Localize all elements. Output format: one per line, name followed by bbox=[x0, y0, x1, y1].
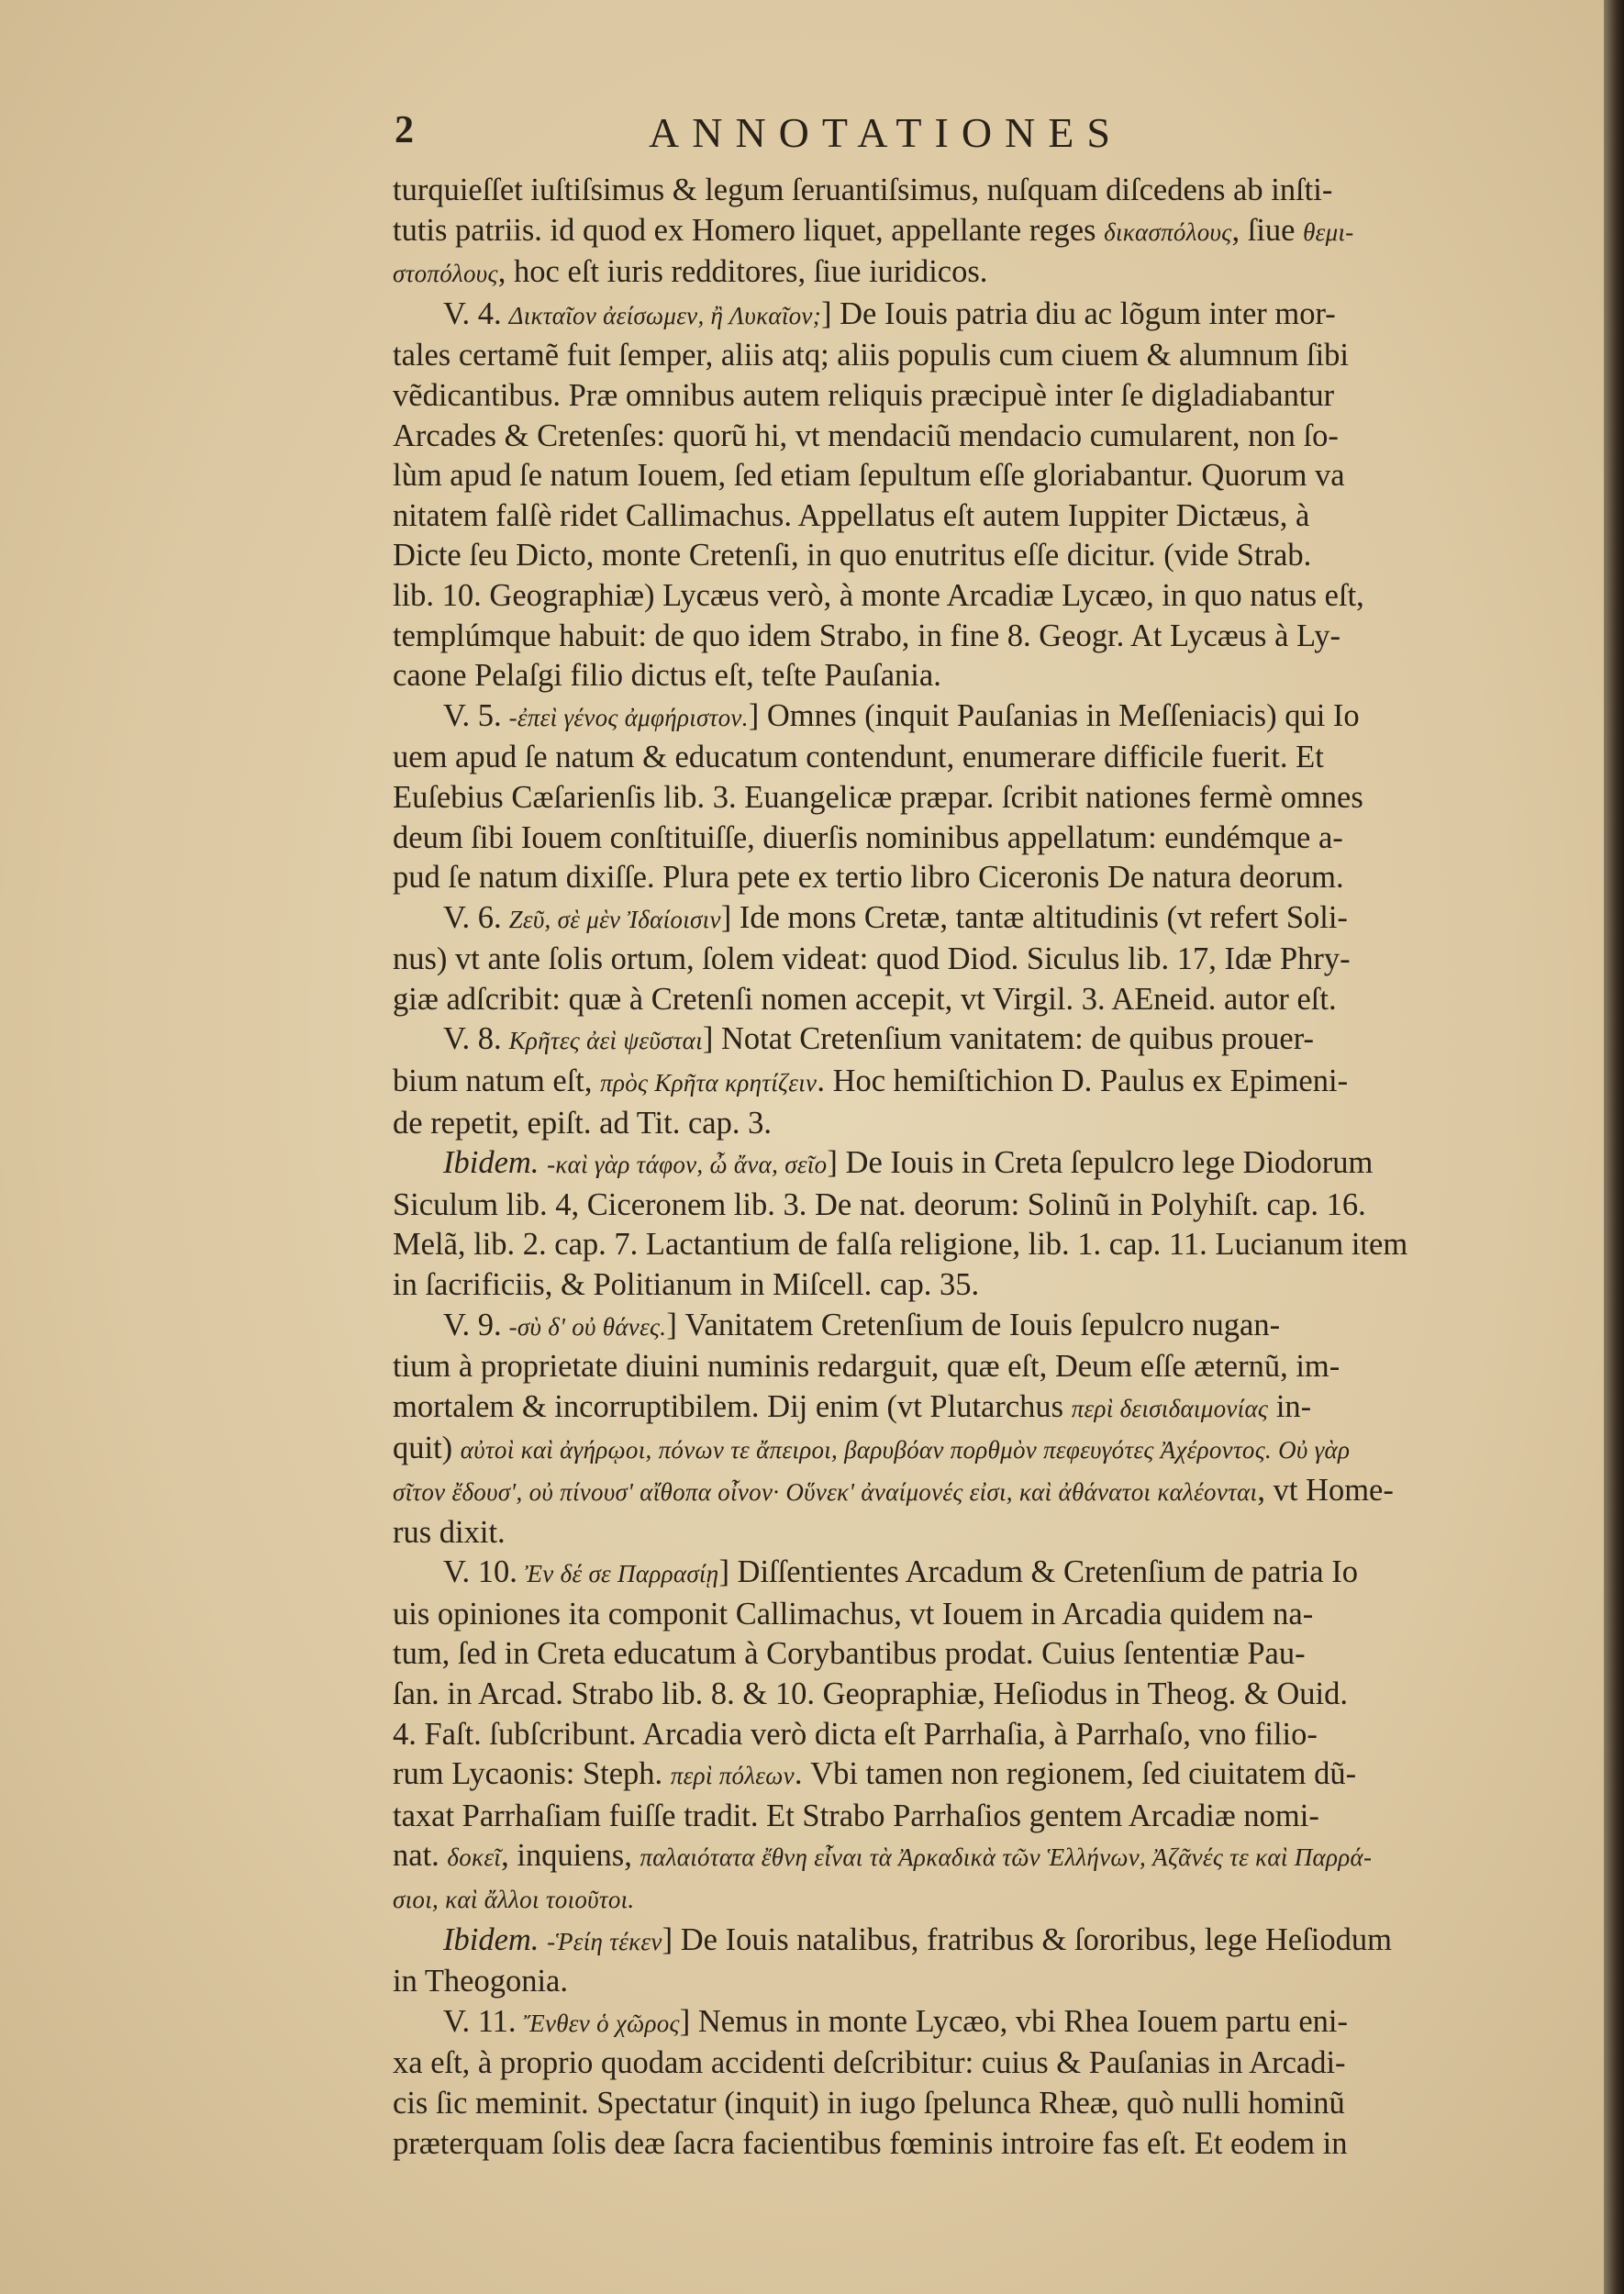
greek-quotation: στοπόλους bbox=[393, 260, 498, 288]
text-line bbox=[393, 1186, 1455, 1226]
text-line bbox=[393, 576, 1455, 617]
ibidem-label: Ibidem. bbox=[443, 1921, 548, 1957]
latin-text: bium natum eſt, bbox=[393, 1063, 601, 1099]
greek-quotation: πρὸς Κρῆτα κρητίζειν bbox=[600, 1069, 818, 1097]
latin-text: nitatem falſè ridet Callimachus. Appellatus eſt autem Iuppiter Dictæus, à bbox=[393, 497, 1310, 533]
greek-quotation: θεμι- bbox=[1303, 217, 1354, 246]
latin-text: caone Pelaſgi filio dictus eſt, teſte Pauſania. bbox=[393, 658, 941, 694]
text-line bbox=[393, 2124, 1455, 2165]
latin-text: Siculum lib. 4, Ciceronem lib. 3. De nat. deorum: Solinũ in Polyhiſt. cap. 16. bbox=[393, 1186, 1366, 1222]
text-line bbox=[393, 171, 1455, 211]
annotation-text-block bbox=[393, 171, 1455, 2164]
latin-text: uis opiniones ita componit Callimachus, vt Iouem in Arcadia quidem na- bbox=[393, 1596, 1314, 1631]
greek-quotation: περὶ δεισιδαιμονίας bbox=[1071, 1394, 1269, 1422]
text-line bbox=[393, 1429, 1455, 1471]
text-line bbox=[393, 1754, 1455, 1797]
ibidem-label: Ibidem. bbox=[443, 1145, 548, 1181]
latin-text: ] Omnes (inquit Pauſanias in Meſſeniacis) qui Io bbox=[748, 697, 1360, 733]
latin-text: uem apud ſe natum & educatum contendunt, enumerare difficile fuerit. Et bbox=[393, 740, 1324, 775]
latin-text: ] Ide mons Cretæ, tantæ altitudinis (vt refert Soli- bbox=[720, 899, 1348, 935]
greek-quotation: παλαιότατα ἔθνη εἶναι τὰ Ἀρκαδικὰ τῶν Ἑλλήνων, Ἀζᾶνές τε καὶ Παρρά- bbox=[640, 1843, 1373, 1872]
text-line bbox=[393, 496, 1455, 537]
latin-text: . Hoc hemiſtichion D. Paulus ex Epimeni- bbox=[817, 1063, 1349, 1099]
latin-text: tutis patriis. id quod ex Homero liquet, appellante reges bbox=[393, 212, 1105, 248]
latin-text: ] De Iouis natalibus, fratribus & ſororibus, lege Heſiodum bbox=[662, 1921, 1392, 1957]
text-line bbox=[393, 1836, 1455, 1878]
text-line bbox=[393, 1347, 1455, 1387]
latin-text: ] Vanitatem Cretenſium de Iouis ſepulcro nugan- bbox=[666, 1307, 1281, 1342]
text-line bbox=[393, 980, 1455, 1020]
latin-text: de repetit, epiſt. ad Tit. cap. 3. bbox=[393, 1105, 772, 1141]
text-line bbox=[393, 2002, 1455, 2044]
latin-text: in ſacrificiis, & Politianum in Miſcell. cap. 35. bbox=[393, 1267, 980, 1303]
text-line bbox=[393, 1265, 1455, 1306]
verse-number: V. 8. bbox=[443, 1021, 502, 1057]
text-line bbox=[393, 1104, 1455, 1144]
text-line bbox=[393, 1062, 1455, 1104]
text-line bbox=[393, 738, 1455, 778]
greek-quotation: σιοι, καὶ ἄλλοι τοιοῦτοι. bbox=[393, 1885, 635, 1913]
text-line bbox=[393, 1797, 1455, 1837]
latin-text: lib. 10. Geographiæ) Lycæus verò, à monte Arcadiæ Lycæo, in quo natus eſt, bbox=[393, 577, 1364, 613]
greek-quotation: σῖτον ἔδουσ', οὐ πίνουσ' αἴθοπα οἶνον· Οὕνεκ' ἀναίμονές εἰσι, καὶ ἀθάνατοι καλέονται bbox=[393, 1478, 1258, 1506]
text-line bbox=[393, 818, 1455, 859]
latin-text: ] Diſſentientes Arcadum & Cretenſium de patria Io bbox=[718, 1554, 1358, 1590]
latin-text: rum Lycaonis: Steph. bbox=[393, 1756, 671, 1792]
greek-quotation: Δικταῖον ἀείσωμεν, ἢ Λυκαῖον; bbox=[508, 301, 822, 329]
verse-number: V. 9. bbox=[443, 1307, 502, 1342]
text-line bbox=[393, 617, 1455, 657]
text-line bbox=[393, 1019, 1455, 1062]
text-line bbox=[393, 1878, 1455, 1921]
text-line bbox=[393, 1306, 1455, 1348]
greek-quotation: -ἐπεὶ γένος ἀμφήριστον. bbox=[508, 703, 749, 731]
latin-text: 4. Faſt. ſubſcribunt. Arcadia verò dicta eſt Parrhaſia, à Parrhaſo, vno filio- bbox=[393, 1716, 1318, 1752]
text-line bbox=[393, 1553, 1455, 1595]
running-head: ANNOTATIONES bbox=[649, 109, 1123, 156]
latin-text: mortalem & incorruptibilem. Dij enim (vt Plutarchus bbox=[393, 1388, 1072, 1424]
binding-gutter bbox=[1604, 0, 1624, 2294]
page-number: 2 bbox=[395, 109, 414, 151]
text-line bbox=[393, 1962, 1455, 2002]
page-header bbox=[395, 108, 1220, 163]
latin-text: quit) bbox=[393, 1431, 461, 1466]
text-line bbox=[393, 1225, 1455, 1265]
text-line bbox=[393, 417, 1455, 457]
latin-text: , vt Home- bbox=[1257, 1473, 1394, 1508]
latin-text: vẽdicantibus. Præ omnibus autem reliquis præcipuè inter ſe digladiabantur bbox=[393, 377, 1335, 413]
text-line bbox=[393, 252, 1455, 295]
greek-quotation: -Ῥείη τέκεν bbox=[547, 1927, 662, 1955]
latin-text: tales certamẽ fuit ſemper, aliis atq; aliis populis cum ciuem & alumnum ſibi bbox=[393, 338, 1349, 373]
text-line bbox=[393, 1921, 1455, 1963]
greek-quotation: δικασπόλους bbox=[1104, 217, 1232, 246]
latin-text: in Theogonia. bbox=[393, 1964, 568, 1999]
latin-text: , hoc eſt iuris redditores, ſiue iuridicos. bbox=[497, 254, 988, 290]
greek-quotation: Ζεῦ, σὲ μὲν Ἰδαίοισιν bbox=[508, 905, 721, 933]
verse-number: V. 11. bbox=[443, 2003, 517, 2039]
latin-text: Euſebius Cæſarienſis lib. 3. Euangelicæ præpar. ſcribit nationes fermè omnes bbox=[393, 779, 1363, 815]
greek-quotation: -καὶ γὰρ τάφον, ὦ ἄνα, σεῖο bbox=[547, 1151, 828, 1179]
latin-text: pud ſe natum dixiſſe. Plura pete ex tertio libro Ciceronis De natura deorum. bbox=[393, 860, 1344, 896]
greek-quotation: Ἐν δέ σε Παρρασίῃ bbox=[524, 1560, 719, 1588]
text-line bbox=[393, 858, 1455, 898]
verse-number: V. 10. bbox=[443, 1554, 517, 1590]
latin-text: nus) vt ante ſolis ortum, ſolem videat: quod Diod. Siculus lib. 17, Idæ Phry- bbox=[393, 941, 1351, 977]
text-line bbox=[393, 295, 1455, 337]
text-line bbox=[393, 696, 1455, 739]
greek-quotation: αὐτοὶ καὶ ἀγήρῳοι, πόνων τε ἄπειροι, βαρυβόαν πορθμὸν πεφευγότες Ἀχέροντος. Οὐ γὰρ bbox=[460, 1436, 1351, 1464]
latin-text: turquieſſet iuſtiſsimus & legum ſeruantiſsimus, nuſquam diſcedens ab inſti- bbox=[393, 173, 1333, 207]
greek-quotation: Ἔνθεν ὁ χῶρος bbox=[523, 2009, 680, 2037]
latin-text: in- bbox=[1268, 1388, 1312, 1424]
text-line bbox=[393, 536, 1455, 576]
text-line bbox=[393, 1513, 1455, 1553]
latin-text: giæ adſcribit: quæ à Cretenſi nomen accepit, vt Virgil. 3. AEneid. autor eſt. bbox=[393, 981, 1337, 1017]
text-line bbox=[393, 211, 1455, 253]
latin-text: templúmque habuit: de quo idem Strabo, in fine 8. Geogr. At Lycæus à Ly- bbox=[393, 618, 1340, 653]
latin-text: lùm apud ſe natum Iouem, ſed etiam ſepultum eſſe gloriabantur. Quorum va bbox=[393, 458, 1345, 494]
greek-quotation: -σὺ δ' οὐ θάνες. bbox=[508, 1312, 667, 1341]
latin-text: Arcades & Cretenſes: quorũ hi, vt mendaciũ mendacio cumularent, non ſo- bbox=[393, 418, 1339, 453]
latin-text: , ſiue bbox=[1231, 212, 1304, 248]
latin-text: xa eſt, à proprio quodam accidenti deſcribitur: cuius & Pauſanias in Arcadi- bbox=[393, 2045, 1346, 2081]
greek-quotation: δοκεῖ bbox=[447, 1843, 502, 1872]
latin-text: ] Notat Cretenſium vanitatem: de quibus prouer- bbox=[702, 1021, 1315, 1057]
text-line bbox=[393, 336, 1455, 376]
text-line bbox=[393, 1471, 1455, 1513]
verse-number: V. 4. bbox=[443, 295, 502, 331]
verse-number: V. 6. bbox=[443, 899, 502, 935]
greek-quotation: Κρῆτες ἀεὶ ψεῦσται bbox=[508, 1027, 703, 1055]
latin-text: ] De Iouis in Creta ſepulcro lege Diodorum bbox=[827, 1145, 1374, 1181]
text-line bbox=[393, 1634, 1455, 1675]
latin-text: nat. bbox=[393, 1838, 448, 1874]
latin-text: cis ſic meminit. Spectatur (inquit) in iugo ſpelunca Rheæ, quò nulli hominũ bbox=[393, 2085, 1345, 2121]
latin-text: ſan. in Arcad. Strabo lib. 8. & 10. Geopraphiæ, Heſiodus in Theog. & Ouid. bbox=[393, 1676, 1348, 1711]
latin-text: rus dixit. bbox=[393, 1514, 506, 1550]
text-line bbox=[393, 1595, 1455, 1635]
latin-text: tum, ſed in Creta educatum à Corybantibus prodat. Cuius ſententiæ Pau- bbox=[393, 1636, 1306, 1672]
text-line bbox=[393, 1675, 1455, 1715]
text-line bbox=[393, 778, 1455, 818]
latin-text: ] De Iouis patria diu ac lõgum inter mor- bbox=[821, 295, 1336, 331]
text-line bbox=[393, 898, 1455, 941]
text-line bbox=[393, 1143, 1455, 1186]
latin-text: taxat Parrhaſiam fuiſſe tradit. Et Strabo Parrhaſios gentem Arcadiæ nomi- bbox=[393, 1798, 1319, 1833]
latin-text: tium à proprietate diuini numinis redarguit, quæ eſt, Deum eſſe æternũ, im- bbox=[393, 1349, 1340, 1385]
latin-text: , inquiens, bbox=[501, 1838, 640, 1874]
text-line bbox=[393, 940, 1455, 980]
greek-quotation: περὶ πόλεων bbox=[670, 1762, 795, 1790]
text-line bbox=[393, 2084, 1455, 2124]
latin-text: ] Nemus in monte Lycæo, vbi Rhea Iouem partu eni- bbox=[679, 2003, 1348, 2039]
latin-text: Melã, lib. 2. cap. 7. Lactantium de falſa religione, lib. 1. cap. 11. Lucianum item bbox=[393, 1227, 1408, 1263]
latin-text: præterquam ſolis deæ ſacra facientibus fœminis introire fas eſt. Et eodem in bbox=[393, 2125, 1348, 2161]
text-line bbox=[393, 376, 1455, 417]
verse-number: V. 5. bbox=[443, 697, 502, 733]
text-line bbox=[393, 1387, 1455, 1430]
latin-text: Dicte ſeu Dicto, monte Cretenſi, in quo enutritus eſſe dicitur. (vide Strab. bbox=[393, 538, 1312, 574]
latin-text: deum ſibi Iouem conſtituiſſe, diuerſis nominibus appellatum: eundémque a- bbox=[393, 819, 1343, 855]
text-line bbox=[393, 456, 1455, 496]
text-line bbox=[393, 2043, 1455, 2084]
text-line bbox=[393, 656, 1455, 696]
text-line bbox=[393, 1715, 1455, 1755]
latin-text: . Vbi tamen non regionem, ſed ciuitatem dũ- bbox=[794, 1756, 1357, 1792]
